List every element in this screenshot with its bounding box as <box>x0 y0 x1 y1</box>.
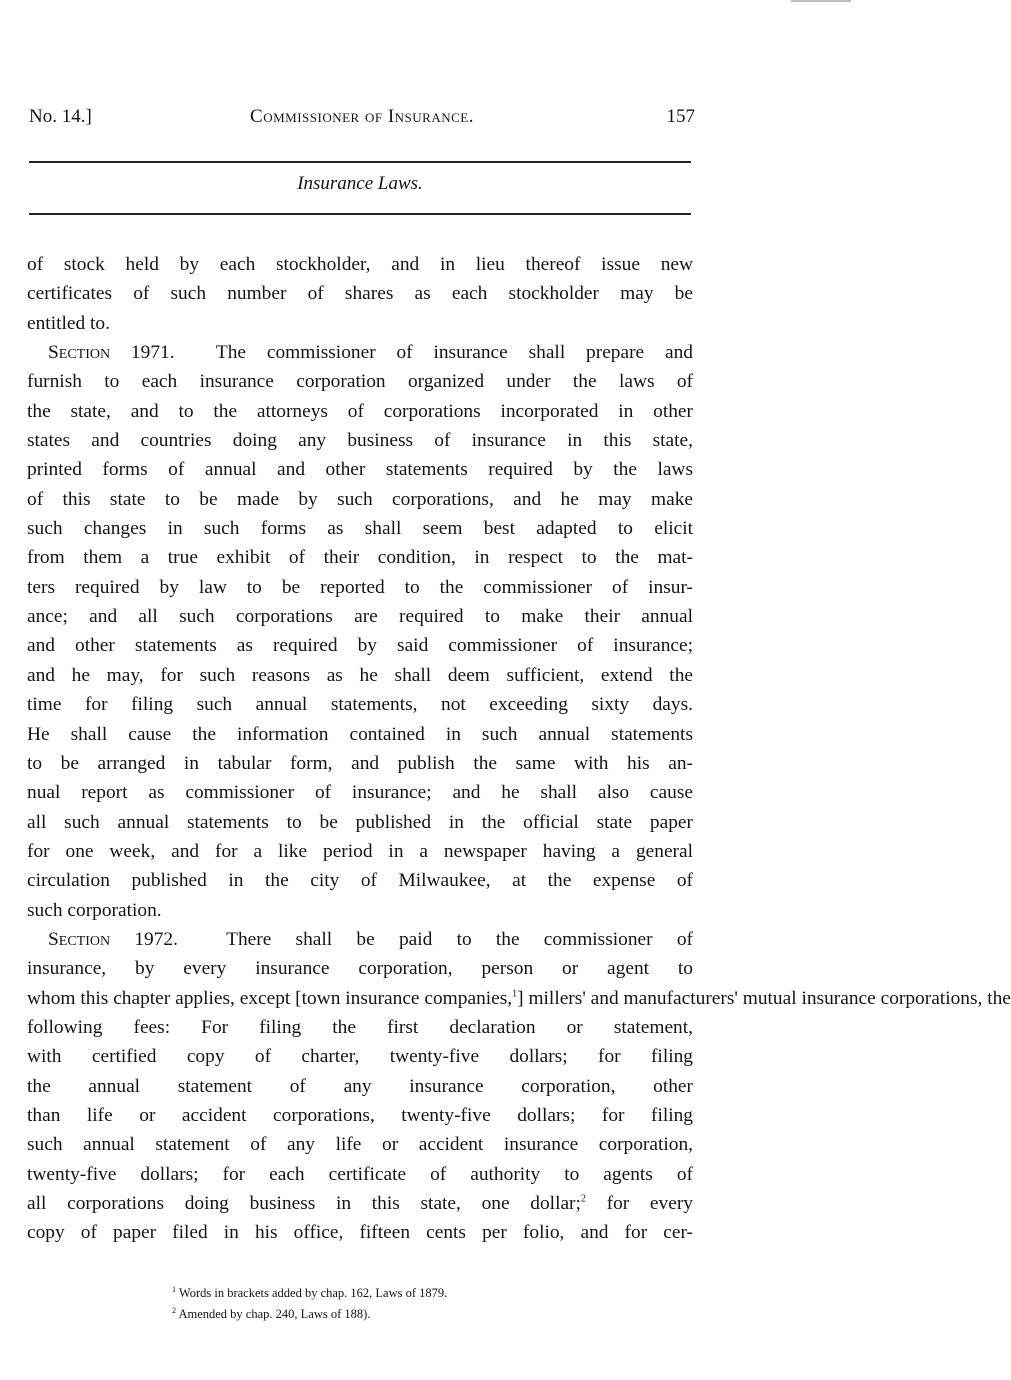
text-line: of stock held by each stockholder, and in lieu thereof issue new <box>27 254 693 275</box>
footnote-ref-2: 2 <box>580 1193 586 1205</box>
footnote-1 <box>172 1283 447 1304</box>
text-line: such annual statement of any life or accident insurance corporation, <box>27 1134 693 1156</box>
footnote-text: Amended by chap. 240, Laws of 188). <box>178 1307 371 1321</box>
body-text <box>27 250 1011 1248</box>
section-label-1972: Section 1972. <box>48 928 178 950</box>
text-line: from them a true exhibit of their condition, in respect to the mat- <box>27 547 693 569</box>
page-number: 157 <box>666 106 695 127</box>
running-header <box>29 106 695 136</box>
section-1971-first-line <box>27 338 693 367</box>
footnote-mark: 2 <box>172 1305 176 1315</box>
page-edge-line <box>791 0 851 2</box>
text-line: copy of paper filed in his office, fifteen cents per folio, and for cer- <box>27 1222 693 1244</box>
text-line: There shall be paid to the commissioner of <box>226 928 693 950</box>
section-subtitle: Insurance Laws. <box>297 173 423 194</box>
text-segment: whom this chapter applies, except [town insurance companies, <box>27 987 513 1009</box>
text-line: The commissioner of insurance shall prepare and <box>215 342 693 364</box>
text-line: time for filing such annual statements, not exceeding sixty days. <box>27 694 693 716</box>
text-line: ance; and all such corporations are required to make their annual <box>27 606 693 628</box>
text-segment: ] millers' and manufacturers' mutual insurance corporations, the <box>517 987 1011 1009</box>
text-line: than life or accident corporations, twenty-five dollars; for filing <box>27 1104 693 1126</box>
section-1972-first-line <box>27 925 693 954</box>
footnotes <box>172 1283 447 1325</box>
text-line: printed forms of annual and other statements required by the laws <box>27 459 693 481</box>
text-line: and he may, for such reasons as he shall deem sufficient, extend the <box>27 664 693 686</box>
text-line: and other statements as required by said commissioner of insurance; <box>27 635 693 657</box>
text-line: to be arranged in tabular form, and publish the same with his an- <box>27 752 693 774</box>
text-line: nual report as commissioner of insurance; and he shall also cause <box>27 782 693 804</box>
text-line: ters required by law to be reported to the commissioner of insur- <box>27 576 693 598</box>
text-line: entitled to. <box>27 312 110 334</box>
text-line: furnish to each insurance corporation organized under the laws of <box>27 371 693 393</box>
document-number: No. 14.] <box>29 106 92 127</box>
text-line: all such annual statements to be published in the official state paper <box>27 811 693 833</box>
footnote-2 <box>172 1304 447 1325</box>
text-line: insurance, by every insurance corporation, person or agent to <box>27 958 693 980</box>
running-title: Commissioner of Insurance. <box>250 106 474 127</box>
footnote-ref-1: 1 <box>512 988 518 1000</box>
text-line: states and countries doing any business of insurance in this state, <box>27 430 693 452</box>
text-line: with certified copy of charter, twenty-five dollars; for filing <box>27 1046 693 1068</box>
footnote-ref-line <box>27 984 1011 1013</box>
header-rule-bottom <box>29 213 691 215</box>
text-line: the state, and to the attorneys of corporations incorporated in other <box>27 400 693 422</box>
text-segment: for every <box>585 1193 693 1214</box>
text-segment: all corporations doing business in this state, one dollar; <box>27 1193 581 1214</box>
footnote-ref-line <box>27 1189 693 1218</box>
text-line: such corporation. <box>27 899 162 921</box>
text-line: twenty-five dollars; for each certificate of authority to agents of <box>27 1163 693 1185</box>
text-line: following fees: For filing the first declaration or statement, <box>27 1016 693 1038</box>
text-line: such changes in such forms as shall seem best adapted to elicit <box>27 518 693 540</box>
text-line: He shall cause the information contained in such annual statements <box>27 723 693 745</box>
text-line: certificates of such number of shares as each stockholder may be <box>27 283 693 305</box>
footnote-text: Words in brackets added by chap. 162, Laws of 1879. <box>178 1286 448 1300</box>
header-rule-top <box>29 161 691 163</box>
footnote-mark: 1 <box>172 1284 176 1294</box>
text-line: the annual statement of any insurance corporation, other <box>27 1075 693 1097</box>
text-line: for one week, and for a like period in a newspaper having a general <box>27 840 693 862</box>
text-line: of this state to be made by such corporations, and he may make <box>27 488 693 510</box>
text-line: circulation published in the city of Milwaukee, at the expense of <box>27 870 693 892</box>
section-label-1971: Section 1971. <box>48 342 175 364</box>
